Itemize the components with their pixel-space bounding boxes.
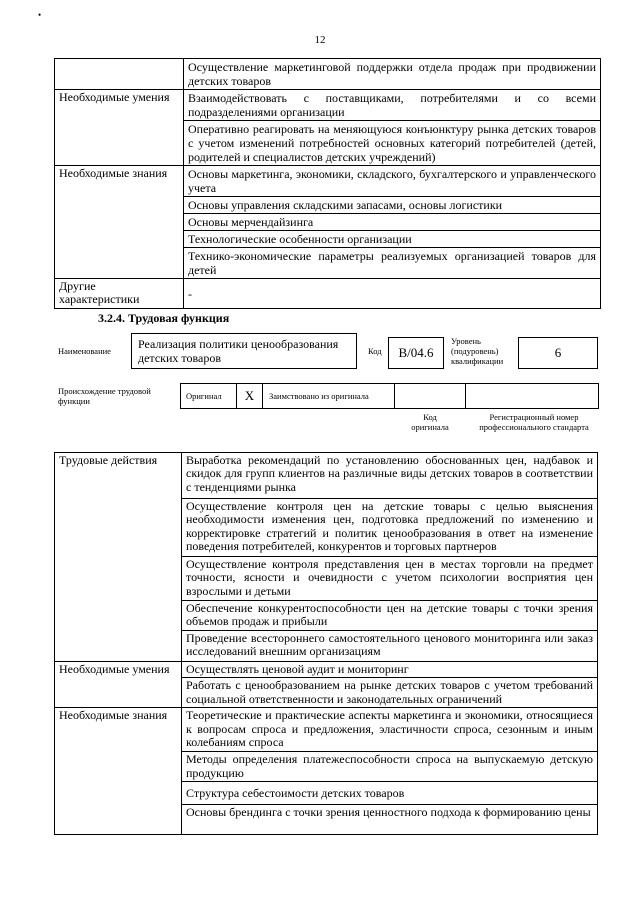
cell-text: Основы маркетинга, экономики, складского, бухгалтерского и управленческого учета bbox=[184, 166, 601, 197]
cell-text: Основы управления складскими запасами, основы логистики bbox=[184, 197, 601, 214]
section-title: 3.2.4. Трудовая функция bbox=[98, 311, 230, 325]
table-row bbox=[55, 279, 601, 309]
cell-text: Обеспечение конкурентоспособности цен на детские товары с точки зрения объемов продаж и прибыли bbox=[182, 601, 598, 631]
row-label-skills: Необходимые умения bbox=[55, 90, 184, 166]
cell-text: Осуществление контроля цен на детские товары с целью выяснения необходимости изменения цен, подготовка предложений по изменению и корректировке стратегий и политик ценообразования в ответ на изменение поведения потребителей, конкурентов и торговых партнеров bbox=[182, 499, 598, 557]
corner-mark: • bbox=[38, 10, 42, 20]
cell-text: Структура себестоимости детских товаров bbox=[182, 782, 598, 805]
code-original-cell bbox=[394, 383, 466, 409]
table-row bbox=[55, 708, 598, 752]
cell-text: Технологические особенности организации bbox=[184, 231, 601, 248]
cell-text: Выработка рекомендаций по установлению обоснованных цен, надбавок и скидок для групп клиентов на различные виды детских товаров в соответствии с тенденциями рынка bbox=[182, 453, 598, 499]
level-label: Уровень (подуровень) квалификации bbox=[451, 336, 504, 366]
cell-text: Оперативно реагировать на меняющуюся конъюнктуру рынка детских товаров с учетом изменений потребностей основных категорий потребителей (детей, родителей и специалистов детских учреждений) bbox=[184, 121, 601, 166]
level-box: 6 bbox=[518, 337, 598, 369]
cell-text: Осуществление контроля представления цен в местах торговли на предмет точности, ясности и очевидности с учетом психологии восприятия цен взрослыми и детьми bbox=[182, 557, 598, 601]
table-row bbox=[55, 59, 601, 90]
cell-text: Осуществление маркетинговой поддержки отдела продаж при продвижении детских товаров bbox=[184, 59, 601, 90]
table-row bbox=[55, 166, 601, 197]
table-row bbox=[55, 662, 598, 678]
row-label-skills: Необходимые умения bbox=[55, 662, 182, 708]
cell-text: Осуществлять ценовой аудит и мониторинг bbox=[182, 662, 598, 678]
cell-text: Технико-экономические параметры реализуемых организацией товаров для детей bbox=[184, 248, 601, 279]
cell-text: Теоретические и практические аспекты маркетинга и экономики, относящиеся к вопросам спроса и предложения, эластичности спроса, сезонным и иным колебаниям спроса bbox=[182, 708, 598, 752]
page-number: 12 bbox=[314, 34, 326, 46]
function-details-table bbox=[54, 452, 598, 835]
cell-text: Основы брендинга с точки зрения ценностного подхода к формированию цены bbox=[182, 805, 598, 835]
row-label-empty bbox=[55, 59, 184, 90]
row-label-knowledge: Необходимые знания bbox=[55, 708, 182, 835]
function-code-box: B/04.6 bbox=[388, 337, 444, 369]
code-label: Код bbox=[368, 346, 382, 356]
table-row bbox=[55, 453, 598, 499]
original-cell: Оригинал bbox=[180, 383, 237, 409]
cell-text: Работать с ценообразованием на рынке детских товаров с учетом требований социальной ответственности и законодательных ограничений bbox=[182, 678, 598, 708]
reg-number-cell bbox=[465, 383, 599, 409]
cell-text: Проведение всестороннего самостоятельного ценового мониторинга или заказ исследований внешним организациям bbox=[182, 631, 598, 662]
function-name-box: Реализация политики ценообразования детских товаров bbox=[131, 333, 357, 369]
name-label: Наименование bbox=[58, 346, 111, 356]
cell-text: Методы определения платежеспособности спроса на выпускаемую детскую продукцию bbox=[182, 752, 598, 782]
row-label-knowledge: Необходимые знания bbox=[55, 166, 184, 279]
skills-table-previous bbox=[54, 58, 601, 309]
cell-text: Взаимодействовать с поставщиками, потребителями и со всеми подразделениями организации bbox=[184, 90, 601, 121]
reg-number-label: Регистрационный номер профессионального стандарта bbox=[479, 412, 589, 432]
borrowed-cell: Заимствовано из оригинала bbox=[262, 383, 395, 409]
table-row bbox=[55, 90, 601, 121]
cell-text: Основы мерчендайзинга bbox=[184, 214, 601, 231]
code-original-label: Код оригинала bbox=[411, 412, 449, 432]
original-mark-cell: X bbox=[236, 383, 263, 409]
row-label-other: Другие характеристики bbox=[55, 279, 184, 309]
cell-text: - bbox=[184, 279, 601, 309]
origin-label: Происхождение трудовой функции bbox=[58, 386, 151, 406]
row-label-actions: Трудовые действия bbox=[55, 453, 182, 662]
